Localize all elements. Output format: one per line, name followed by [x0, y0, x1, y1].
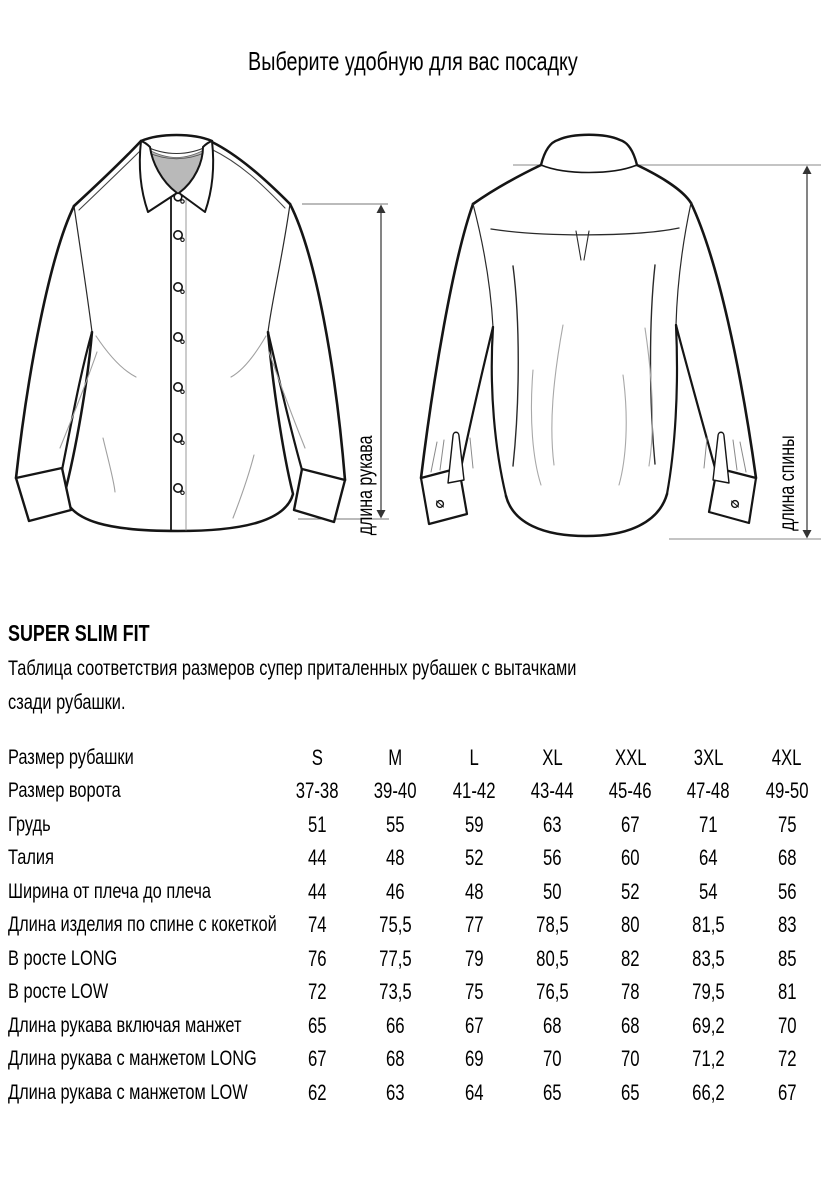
- row-label: В росте LONG: [8, 946, 118, 970]
- cell-value: 49-50: [765, 778, 809, 804]
- table-row: [0, 875, 826, 909]
- cell-value: S: [311, 744, 323, 770]
- row-label: Талия: [8, 846, 54, 870]
- cell-value: 80: [621, 912, 640, 938]
- shirt-figure: [0, 120, 826, 570]
- fit-description: [8, 652, 737, 719]
- cell-value: 63: [386, 1079, 405, 1105]
- cell-value: 43-44: [530, 778, 574, 804]
- cell-value: 52: [621, 878, 640, 904]
- cell-value: 77,5: [379, 945, 412, 971]
- cell-value: 70: [542, 1046, 562, 1072]
- cell-value: 72: [307, 979, 327, 1005]
- cell-value: 46: [386, 878, 405, 904]
- size-table: [0, 741, 826, 1110]
- cell-value: 62: [307, 1079, 327, 1105]
- cell-value: 66: [386, 1012, 405, 1038]
- cell-value: 3XL: [693, 744, 724, 770]
- cell-value: 73,5: [379, 979, 412, 1005]
- row-label: Длина изделия по спине с кокеткой: [8, 913, 277, 937]
- cell-value: 47-48: [687, 778, 731, 804]
- cell-value: 75,5: [379, 912, 412, 938]
- cell-value: 72: [777, 1046, 797, 1072]
- table-row: [0, 909, 826, 943]
- row-label: Длина рукава с манжетом LOW: [8, 1080, 248, 1104]
- cell-value: 39-40: [374, 778, 417, 804]
- table-row: [0, 1076, 826, 1110]
- cell-value: M: [388, 744, 403, 770]
- table-row: [0, 775, 826, 809]
- fit-description-line2: сзади рубашки.: [8, 690, 126, 714]
- cell-value: 4XL: [772, 744, 802, 770]
- back-length-label: длина спины: [776, 435, 799, 531]
- cell-value: 48: [386, 845, 405, 871]
- cell-value: 64: [464, 1079, 484, 1105]
- cell-value: 68: [777, 845, 797, 871]
- fit-heading: SUPER SLIM FIT: [8, 620, 150, 646]
- cell-value: 78: [621, 979, 640, 1005]
- cell-value: 65: [542, 1079, 562, 1105]
- cell-value: 71: [699, 811, 718, 837]
- row-label: Длина рукава включая манжет: [8, 1013, 242, 1037]
- table-row: [0, 976, 826, 1010]
- cell-value: 82: [621, 945, 640, 971]
- cell-value: 83,5: [692, 945, 725, 971]
- fit-description-line1: Таблица соответствия размеров супер приталенных рубашек с вытачками: [8, 657, 577, 680]
- cell-value: 68: [386, 1046, 405, 1072]
- shirt-front: [16, 135, 345, 531]
- cell-value: 65: [307, 1012, 327, 1038]
- cell-value: 74: [307, 912, 327, 938]
- table-row: [0, 1009, 826, 1043]
- cell-value: 37-38: [295, 778, 339, 804]
- cell-value: 45-46: [608, 778, 652, 804]
- cell-value: 79,5: [692, 979, 725, 1005]
- cell-value: 67: [621, 811, 640, 837]
- cell-value: XL: [541, 744, 563, 770]
- shirt-front-illustration: [0, 120, 413, 570]
- cell-value: 60: [621, 845, 640, 871]
- table-row: [0, 808, 826, 842]
- cell-value: 83: [777, 912, 797, 938]
- cell-value: 51: [307, 811, 327, 837]
- cell-value: 77: [464, 912, 484, 938]
- cell-value: 71,2: [692, 1046, 725, 1072]
- cell-value: 44: [307, 878, 327, 904]
- cell-value: 81,5: [692, 912, 725, 938]
- cell-value: 85: [777, 945, 797, 971]
- cell-value: 75: [464, 979, 484, 1005]
- cell-value: 81: [777, 979, 797, 1005]
- cell-value: 48: [464, 878, 484, 904]
- shirt-back: [421, 135, 756, 536]
- row-label: Длина рукава с манжетом LONG: [8, 1047, 257, 1071]
- cell-value: 76,5: [535, 979, 569, 1005]
- cell-value: 67: [464, 1012, 484, 1038]
- sleeve-length-label: длина рукава: [354, 435, 377, 535]
- shirt-back-illustration: [413, 120, 826, 570]
- table-row: [0, 842, 826, 876]
- cell-value: 52: [464, 845, 484, 871]
- cell-value: 80,5: [535, 945, 569, 971]
- cell-value: XXL: [614, 744, 647, 770]
- cell-value: 68: [542, 1012, 562, 1038]
- cell-value: 55: [386, 811, 405, 837]
- row-label: Размер рубашки: [8, 745, 134, 769]
- cell-value: 65: [621, 1079, 640, 1105]
- table-row: [0, 942, 826, 976]
- cell-value: 76: [307, 945, 327, 971]
- cell-value: 64: [699, 845, 718, 871]
- cell-value: 75: [777, 811, 797, 837]
- cell-value: 69,2: [692, 1012, 725, 1038]
- cell-value: 59: [464, 811, 484, 837]
- cell-value: 50: [542, 878, 562, 904]
- cell-value: 67: [777, 1079, 797, 1105]
- cell-value: 41-42: [452, 778, 496, 804]
- row-label: Ширина от плеча до плеча: [8, 879, 211, 903]
- cell-value: L: [469, 744, 479, 770]
- page-title: Выберите удобную для вас посадку: [248, 46, 578, 76]
- cell-value: 79: [464, 945, 484, 971]
- cell-value: 70: [777, 1012, 797, 1038]
- cell-value: 44: [307, 845, 327, 871]
- row-label: В росте LOW: [8, 980, 109, 1004]
- cell-value: 70: [621, 1046, 640, 1072]
- table-row: [0, 1043, 826, 1077]
- cell-value: 54: [699, 878, 718, 904]
- cell-value: 78,5: [535, 912, 569, 938]
- cell-value: 56: [777, 878, 797, 904]
- cell-value: 66,2: [692, 1079, 725, 1105]
- row-label: Размер ворота: [8, 779, 121, 803]
- cell-value: 63: [542, 811, 562, 837]
- cell-value: 68: [621, 1012, 640, 1038]
- cell-value: 56: [542, 845, 562, 871]
- row-label: Грудь: [8, 812, 51, 836]
- table-row: [0, 741, 826, 775]
- cell-value: 67: [307, 1046, 327, 1072]
- cell-value: 69: [464, 1046, 484, 1072]
